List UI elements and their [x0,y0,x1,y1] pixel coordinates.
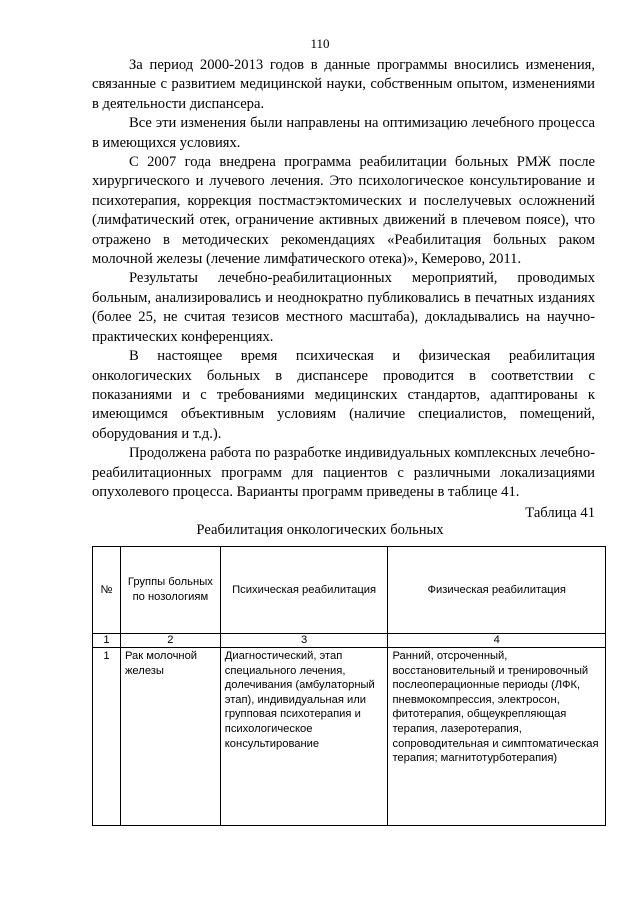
row-number: 1 [93,648,121,826]
header-groups: Группы больных по нозологиям [120,547,220,634]
paragraph: За период 2000-2013 годов в данные программы вносились изменения, связанные с развитием медицинской науки, собственным опытом, изменениями в деятельности диспансера. [92,57,595,112]
header-psychic-rehab: Психическая реабилитация [220,547,388,634]
body-text [92,56,595,502]
table-title: Реабилитация онкологических больных [196,522,444,538]
row-psychic-rehab: Диагностический, этап специального лечения, долечивания (амбулаторный этап), индивидуальная или групповая психотерапия и психологическое консультирование [220,648,388,826]
column-number: 4 [388,634,606,648]
column-number: 2 [120,634,220,648]
header-number: № [93,547,121,634]
table-row [93,648,606,826]
header-physical-rehab: Физическая реабилитация [388,547,606,634]
paragraph: Все эти изменения были направлены на оптимизацию лечебного процесса в имеющихся условиях. [92,115,595,151]
paragraph: В настоящее время психическая и физическая реабилитация онкологических больных в диспансере проводится в соответствии с показаниями и с требованиями медицинских стандартов, адаптированы к имеющимся объективным условиям (наличие специалистов, помещений, оборудования и т.д.). [92,348,595,442]
rehabilitation-table [92,546,606,826]
paragraph: Результаты лечебно-реабилитационных мероприятий, проводимых больным, анализировались и неоднократно публиковались в печатных изданиях (более 25, не считая тезисов местного масштаба), докладывались на научно-практических конференциях. [92,270,595,345]
paragraph: Продолжена работа по разработке индивидуальных комплексных лечебно-реабилитационных программ для пациентов с различными локализациями опухолевого процесса. Варианты программ приведены в таблице 41. [92,445,595,500]
row-physical-rehab: Ранний, отсроченный, восстановительный и тренировочный послеоперационные периоды (ЛФК, пневмокомпрессия, электросон, фитотерапия, общеукрепляющая терапия, лазеротерапия, сопроводительная и симптоматическая терапия; магнитотурботерапия) [388,648,606,826]
paragraph: С 2007 года внедрена программа реабилитации больных РМЖ после хирургического и лучевого лечения. Это психологическое консультирование и психотерапия, коррекция постмастэктомических и послелучевых осложнений (лимфатический отек, ограничение активных движений в плечевом поясе), что отражено в методических рекомендациях «Реабилитация больных раком молочной железы (лечение лимфатического отека)», Кемерово, 2011. [92,154,595,268]
table-header-row [93,547,606,634]
column-number: 3 [220,634,388,648]
page-number: 110 [310,36,330,51]
table-label: Таблица 41 [525,505,595,521]
row-group: Рак молочной железы [120,648,220,826]
column-number-row [93,634,606,648]
column-number: 1 [93,634,121,648]
